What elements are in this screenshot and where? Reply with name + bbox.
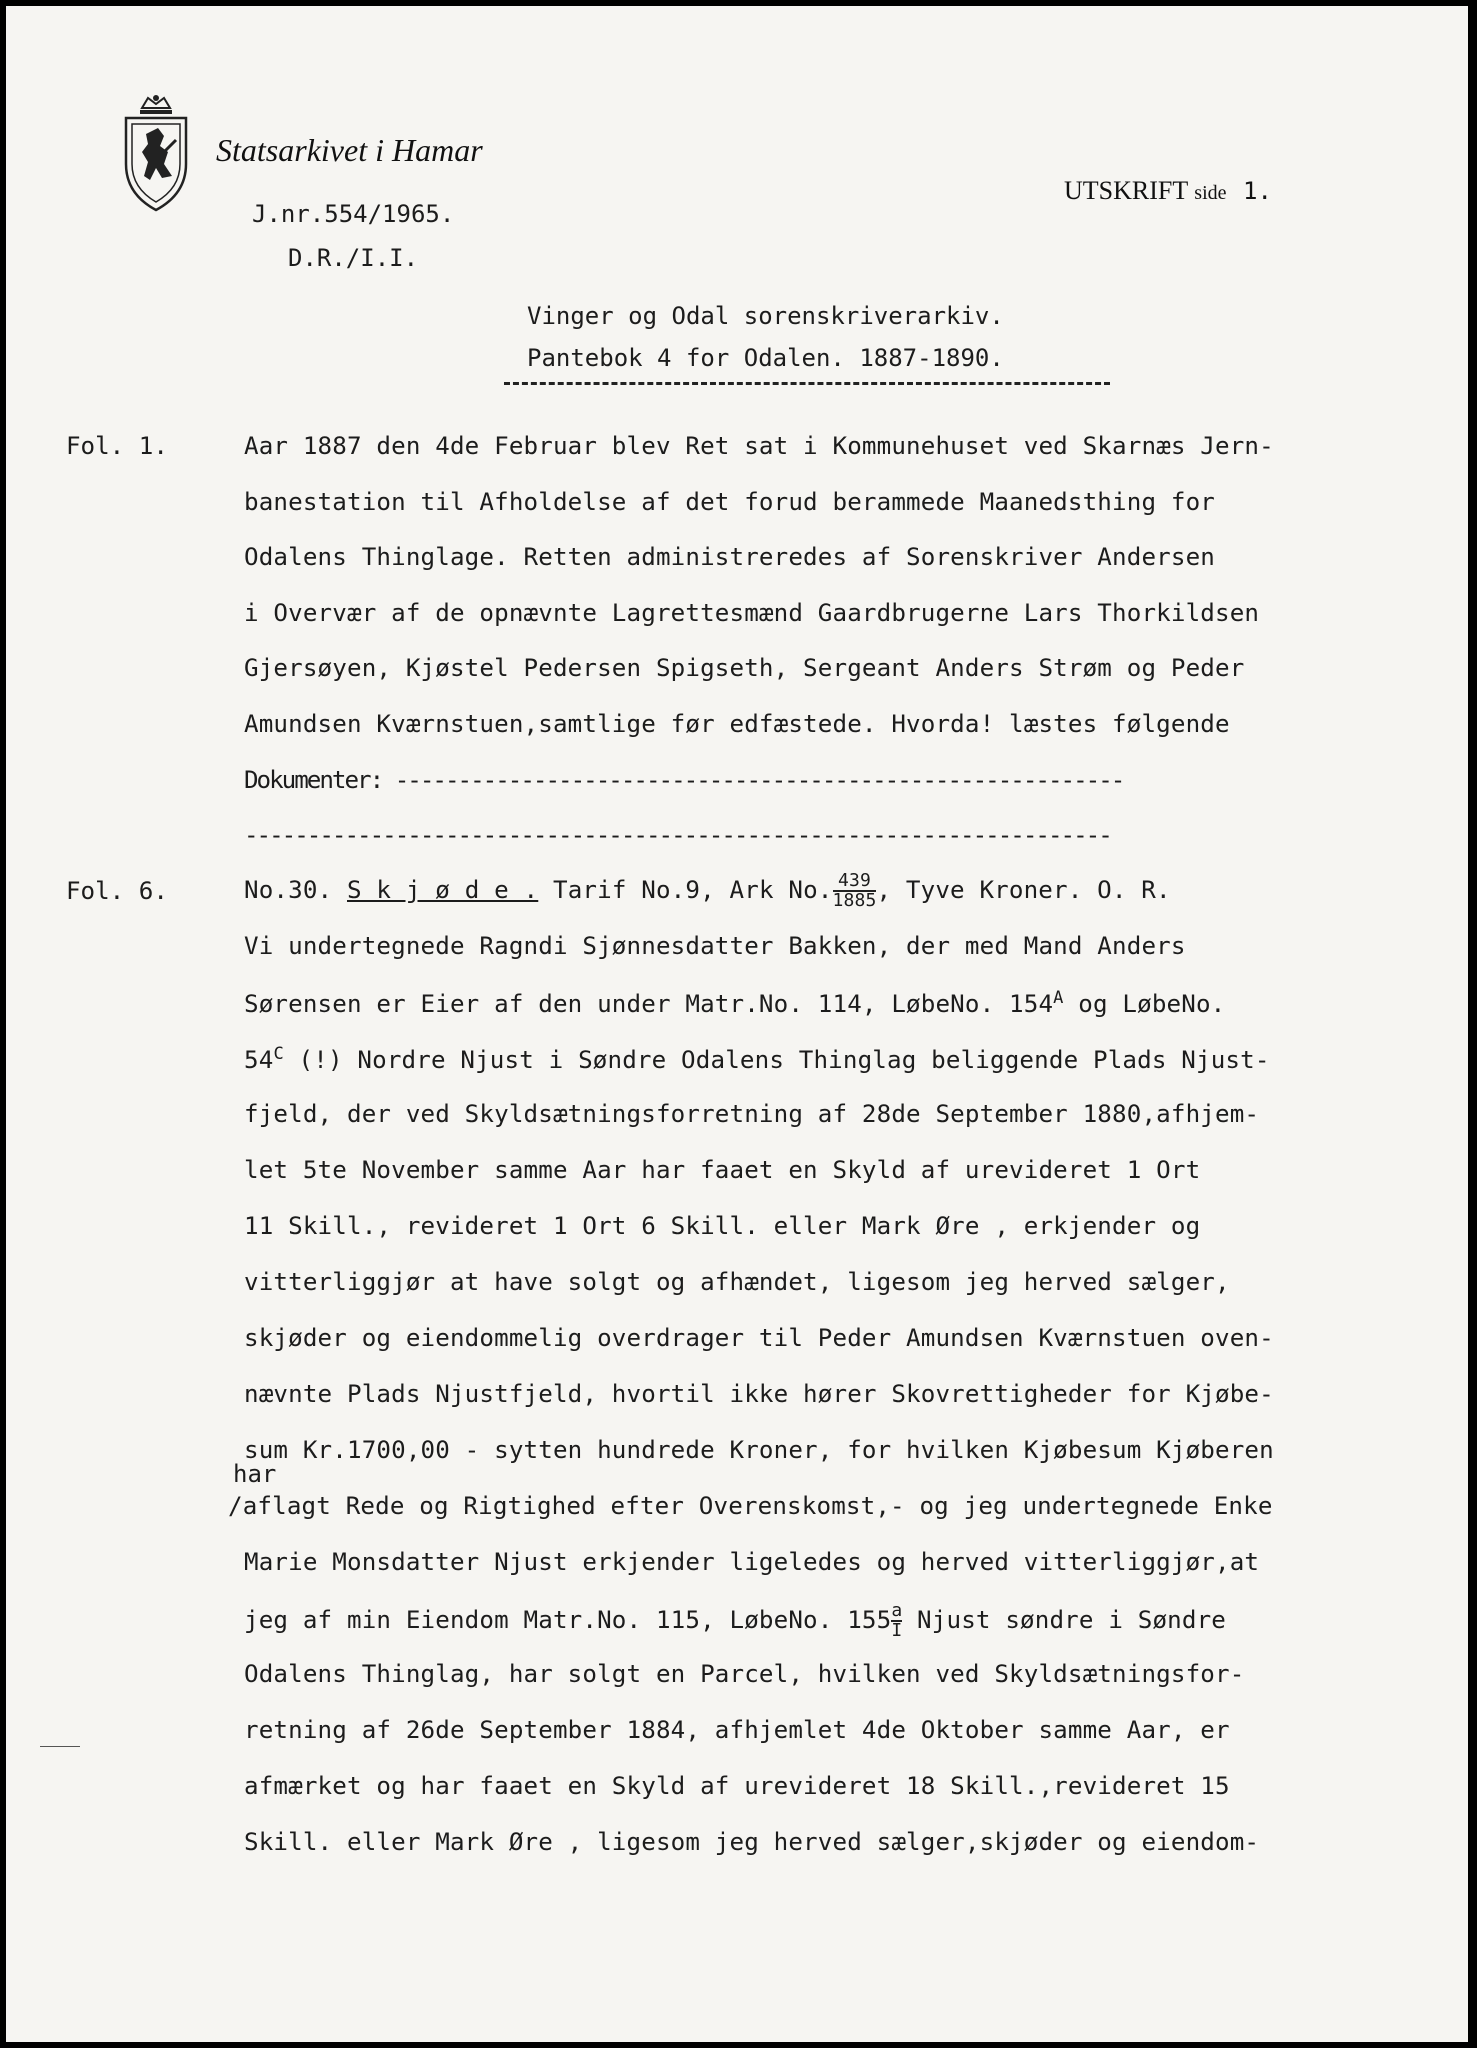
text-line: Marie Monsdatter Njust erkjender ligeledes og herved vitterliggjør,at: [244, 1548, 1260, 1576]
utskrift-label: UTSKRIFT: [1064, 176, 1188, 205]
text-line: Vi undertegnede Ragndi Sjønnesdatter Bakken, der med Mand Anders: [244, 932, 1186, 960]
superscript: A: [1053, 988, 1064, 1008]
document-heading-line: [244, 872, 1171, 910]
text-line: [244, 1602, 1226, 1640]
text-line: banestation til Afholdelse af det forud berammede Maanedsthing for: [244, 488, 1215, 516]
coat-of-arms-logo: [118, 94, 194, 214]
text-line: nævnte Plads Njustfjeld, hvortil ikke hører Skovrettigheder for Kjøbe-: [244, 1380, 1274, 1408]
text-line: retning af 26de September 1884, afhjemlet 4de Oktober samme Aar, er: [244, 1716, 1230, 1744]
text-line: /aflagt Rede og Rigtighed efter Overenskomst,- og jeg undertegnede Enke: [228, 1492, 1273, 1520]
text-line: afmærket og har faaet en Skyld af urevideret 18 Skill.,revideret 15: [244, 1772, 1230, 1800]
page-number: 1.: [1243, 177, 1272, 205]
superscript: C: [273, 1044, 284, 1064]
journal-number: J.nr.554/1965.: [252, 200, 455, 228]
text-line: Aar 1887 den 4de Februar blev Ret sat i Kommunehuset ved Skarnæs Jern-: [244, 432, 1274, 460]
text-line: Odalens Thinglage. Retten administreredes af Sorenskriver Andersen: [244, 543, 1215, 571]
document-type: S k j ø d e .: [347, 876, 539, 904]
text-line: Odalens Thinglag, har solgt en Parcel, hvilken ved Skyldsætningsfor-: [244, 1660, 1245, 1688]
text-segment: (!) Nordre Njust i Søndre Odalens Thinglag beliggende Plads Njust-: [283, 1046, 1270, 1075]
text-line: sum Kr.1700,00 - sytten hundrede Kroner, for hvilken Kjøbesum Kjøberen: [244, 1436, 1274, 1464]
text-line: Amundsen Kværnstuen,samtlige før edfæstede. Hvorda! læstes følgende: [244, 710, 1230, 738]
text-line: Gjersøyen, Kjøstel Pedersen Spigseth, Sergeant Anders Strøm og Peder: [244, 654, 1245, 682]
text-line: let 5te November samme Aar har faaet en Skyld af urevideret 1 Ort: [244, 1156, 1201, 1184]
book-title: Pantebok 4 for Odalen. 1887-1890.: [527, 344, 1004, 372]
margin-mark: [40, 1746, 80, 1747]
document-number: No.30.: [244, 876, 333, 904]
text-segment: jeg af min Eiendom Matr.No. 115, LøbeNo. 155: [244, 1606, 892, 1634]
text-line: vitterliggjør at have solgt og afhændet, ligesom jeg herved sælger,: [244, 1268, 1230, 1296]
text-line: [244, 988, 1225, 1018]
separator-line: ---------------------------------------------------------------------: [244, 821, 1111, 849]
text-line: fjeld, der ved Skyldsætningsforretning af 28de September 1880,afhjem-: [244, 1100, 1260, 1128]
tarif-text: Tarif No.9, Ark No.: [552, 876, 833, 904]
text-line: Dokumenter: ----------------------------------------------------------: [244, 766, 1124, 794]
inserted-word: har: [233, 1460, 277, 1488]
text-segment: Sørensen er Eier af den under Matr.No. 114, LøbeNo. 154: [244, 990, 1054, 1019]
text-line: 11 Skill., revideret 1 Ort 6 Skill. eller Mark Øre , erkjender og: [244, 1212, 1201, 1240]
text-line: [244, 1044, 1270, 1074]
folio-label-1: Fol. 1.: [66, 432, 168, 460]
fee-text: , Tyve Kroner. O. R.: [876, 876, 1171, 904]
title-divider: [504, 382, 1110, 385]
fraction-denominator: I: [891, 1620, 903, 1641]
text-line: Skill. eller Mark Øre , ligesom jeg herved sælger,skjøder og eiendom-: [244, 1828, 1260, 1856]
utskrift-header: [1064, 176, 1272, 206]
archive-title: Vinger og Odal sorenskriverarkiv.: [527, 302, 1004, 330]
lobe-fraction: [891, 1602, 902, 1640]
reference-code: D.R./I.I.: [288, 244, 419, 272]
text-segment: 54: [244, 1046, 274, 1075]
ark-denominator: 1885: [832, 890, 877, 911]
fraction-numerator: a: [891, 1600, 903, 1621]
text-line: skjøder og eiendommelig overdrager til Peder Amundsen Kværnstuen oven-: [244, 1324, 1274, 1352]
side-label: side: [1194, 182, 1227, 204]
ark-fraction: [833, 872, 877, 910]
ark-numerator: 439: [833, 872, 877, 892]
text-line: i Overvær af de opnævnte Lagrettesmænd Gaardbrugerne Lars Thorkildsen: [244, 599, 1260, 627]
archive-name: Statsarkivet i Hamar: [216, 132, 483, 168]
text-segment: og LøbeNo.: [1063, 990, 1226, 1019]
folio-label-6: Fol. 6.: [66, 877, 168, 905]
document-page: [6, 6, 1468, 2042]
text-segment: Njust søndre i Søndre: [902, 1606, 1227, 1634]
